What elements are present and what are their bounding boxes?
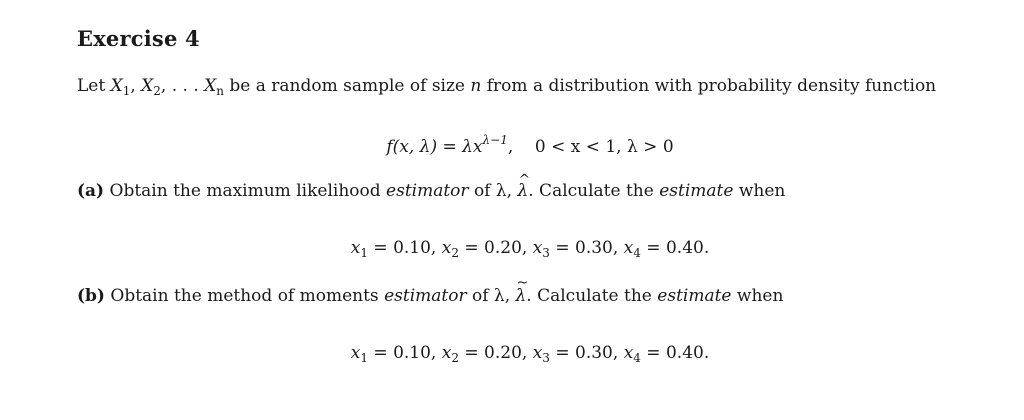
obs-a-sub-4: 4 xyxy=(633,246,641,260)
sample-sub-n: n xyxy=(216,84,224,98)
obs-a-var-2: x xyxy=(441,238,452,258)
obs-b-sep-1: , xyxy=(430,343,442,363)
obs-a-eq-4: = xyxy=(640,238,666,258)
pdf-lhs: f(x, λ) xyxy=(386,137,438,157)
obs-b-var-1: x xyxy=(350,343,361,363)
obs-b-eq-3: = xyxy=(549,343,575,363)
part-b-emph-estimate: estimate xyxy=(657,286,732,306)
obs-b-value-4: 0.40 xyxy=(665,343,704,363)
part-b-text-2: of λ, xyxy=(466,286,516,306)
part-a-text-3: . Calculate the xyxy=(528,181,660,201)
part-a-text-1: Obtain the maximum likelihood xyxy=(104,181,387,201)
obs-a-value-1: 0.10 xyxy=(393,238,431,258)
part-b-text-4: when xyxy=(731,286,784,306)
obs-a-value-3: 0.30 xyxy=(575,238,613,258)
pdf-comma: , xyxy=(507,137,514,157)
sample-sub-2: 2 xyxy=(153,84,161,98)
intro-lead: Let xyxy=(77,76,111,96)
sample-sub-1: 1 xyxy=(122,84,131,98)
sample-sep: , xyxy=(130,76,142,96)
sample-size: n xyxy=(470,76,482,96)
part-b-text-1: Obtain the method of moments xyxy=(104,286,385,306)
pdf-rhs-exponent: λ−1 xyxy=(482,133,508,147)
part-a-label: (a) xyxy=(77,181,105,201)
part-b-text-3: . Calculate the xyxy=(526,286,658,306)
intro-rest-1: be a random sample of size xyxy=(223,76,471,96)
obs-a-sub-1: 1 xyxy=(360,246,368,260)
obs-a-sep-2: , xyxy=(521,238,533,258)
lambda-hat-symbol: ^ λ xyxy=(517,181,528,201)
observations-equation-b xyxy=(18,343,1024,365)
sample-ellipsis: , . . . xyxy=(160,76,205,96)
obs-b-sep-3: , xyxy=(612,343,624,363)
obs-b-value-1: 0.10 xyxy=(393,343,431,363)
obs-a-eq-2: = xyxy=(458,238,485,258)
obs-b-value-2: 0.20 xyxy=(484,343,522,363)
obs-a-eq-3: = xyxy=(549,238,575,258)
obs-b-end: . xyxy=(703,343,710,363)
part-a-emph-estimator: estimator xyxy=(386,181,469,201)
part-a-text-2: of λ, xyxy=(468,181,518,201)
obs-b-eq-1: = xyxy=(368,343,394,363)
obs-a-var-1: x xyxy=(350,238,361,258)
intro-rest-2: from a distribution with probability density function xyxy=(481,76,937,96)
sample-var-2: X xyxy=(141,76,154,96)
sample-var-1: X xyxy=(110,76,123,96)
obs-a-var-4: x xyxy=(623,238,634,258)
lambda-tilde-symbol: ~ λ xyxy=(516,286,527,306)
obs-a-var-3: x xyxy=(532,238,543,258)
obs-b-eq-2: = xyxy=(458,343,485,363)
obs-a-sub-3: 3 xyxy=(542,246,550,260)
part-a-emph-estimate: estimate xyxy=(659,181,734,201)
pdf-condition: 0 < x < 1, λ > 0 xyxy=(534,137,674,157)
obs-a-end: . xyxy=(703,238,710,258)
obs-b-var-4: x xyxy=(623,343,634,363)
obs-b-sub-1: 1 xyxy=(360,351,368,365)
obs-b-eq-4: = xyxy=(640,343,666,363)
part-a xyxy=(77,181,785,201)
obs-b-value-3: 0.30 xyxy=(575,343,613,363)
observations-equation-a xyxy=(18,238,1024,260)
part-b-label: (b) xyxy=(77,286,105,306)
obs-b-var-2: x xyxy=(441,343,452,363)
pdf-rhs-base: λx xyxy=(462,137,483,157)
obs-b-var-3: x xyxy=(532,343,543,363)
obs-b-sub-4: 4 xyxy=(633,351,641,365)
obs-a-eq-1: = xyxy=(368,238,394,258)
part-b xyxy=(77,286,783,306)
obs-b-sub-3: 3 xyxy=(542,351,550,365)
obs-a-value-4: 0.40 xyxy=(665,238,704,258)
exercise-heading: Exercise 4 xyxy=(77,26,200,51)
obs-a-sep-3: , xyxy=(612,238,624,258)
obs-b-sep-2: , xyxy=(521,343,533,363)
sample-var-n: X xyxy=(204,76,217,96)
pdf-equals: = xyxy=(437,137,463,157)
pdf-equation xyxy=(18,133,1024,157)
obs-a-value-2: 0.20 xyxy=(484,238,522,258)
obs-b-sub-2: 2 xyxy=(451,351,459,365)
obs-a-sep-1: , xyxy=(430,238,442,258)
part-a-text-4: when xyxy=(733,181,786,201)
intro-sentence xyxy=(77,76,936,98)
part-b-emph-estimator: estimator xyxy=(384,286,467,306)
obs-a-sub-2: 2 xyxy=(451,246,459,260)
